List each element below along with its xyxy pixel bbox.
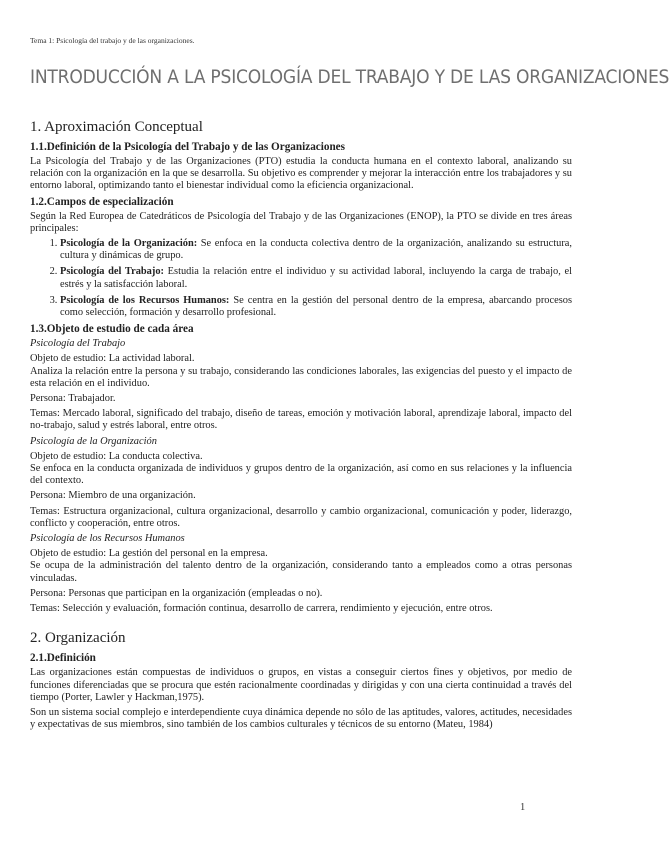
trabajo-persona: Persona: Trabajador. bbox=[30, 393, 116, 405]
page-number: 1 bbox=[520, 802, 526, 813]
area-name: Psicología de la Organización: bbox=[60, 238, 198, 250]
area-desc: Se enfoca en la conducta colectiva dentro de la organización, analizando su estructura, cultura y dinámicas de grupo. bbox=[60, 238, 572, 262]
rrhh-persona: Persona: Personas que participan en la organización (empleadas o no). bbox=[30, 587, 323, 599]
area-item bbox=[60, 266, 572, 290]
area-name: Psicología de los Recursos Humanos: bbox=[60, 294, 230, 306]
area-desc: Estudia la relación entre el individuo y su actividad laboral, incluyendo la carga de trabajo, el estrés y la satisfacción laboral. bbox=[60, 266, 572, 290]
area-name: Psicología del Trabajo: bbox=[60, 266, 164, 278]
organizacion-temas: Temas: Estructura organizacional, cultura organizacional, desarrollo y cambio organizacional, comunicación y poder, liderazgo, conflicto y cooperación, entre otros. bbox=[30, 505, 572, 529]
document-title: INTRODUCCIÓN A LA PSICOLOGÍA DEL TRABAJO Y DE LAS ORGANIZACIONES bbox=[30, 66, 669, 88]
organizacion-objeto: Objeto de estudio: La conducta colectiva. bbox=[30, 450, 203, 462]
document-body bbox=[30, 118, 572, 734]
section-1-2-text: Según la Red Europea de Catedráticos de Psicología del Trabajo y de las Organizaciones (ENOP), la PTO se divide en tres áreas principales: bbox=[30, 210, 572, 234]
trabajo-objeto: Objeto de estudio: La actividad laboral. bbox=[30, 353, 195, 365]
rrhh-desc: Se ocupa de la administración del talento dentro de la organización, considerando tanto a empleados como a otras personas vinculadas. bbox=[30, 560, 572, 584]
section-1-heading: 1. Aproximación Conceptual bbox=[30, 119, 203, 135]
rrhh-temas: Temas: Selección y evaluación, formación continua, desarrollo de carrera, rendimiento y ejecución, entre otros. bbox=[30, 603, 493, 615]
organizacion-persona: Persona: Miembro de una organización. bbox=[30, 490, 196, 502]
section-2-1-p2: Son un sistema social complejo e interdependiente cuya dinámica depende no sólo de las aptitudes, valores, actitudes, necesidades y expectativas de sus miembros, sino también de los cambios culturales y técnicos de su entorno (Mateu, 1984) bbox=[30, 706, 572, 731]
subsection-trabajo-title: Psicología del Trabajo bbox=[30, 338, 126, 350]
section-1-3-heading: 1.3.Objeto de estudio de cada área bbox=[30, 323, 194, 336]
section-2-1-heading: 2.1.Definición bbox=[30, 652, 96, 665]
area-item bbox=[60, 295, 572, 319]
section-2-1-p1: Las organizaciones están compuestas de individuos o grupos, en vistas a conseguir ciertos fines y objetivos, por medio de funciones diferenciadas que se procura que estén racionalmente coordinadas y dirigidas y con una cierta continuidad a través del tiempo (Porter, Lawler y Hackman,1975). bbox=[30, 667, 572, 703]
section-1-1-text: La Psicología del Trabajo y de las Organizaciones (PTO) estudia la conducta humana en el contexto laboral, analizando su relación con la organización en la que se desarrolla. Su objetivo es comprender y mejorar la interacción entre los trabajadores y su entorno laboral, optimizando tanto el bienestar individual como la eficiencia organizacional. bbox=[30, 156, 572, 192]
rrhh-objeto: Objeto de estudio: La gestión del personal en la empresa. bbox=[30, 548, 268, 560]
organizacion-desc: Se enfoca en la conducta organizada de individuos y grupos dentro de la organización, así como en sus relaciones y la influencia del contexto. bbox=[30, 463, 572, 487]
area-desc: Se centra en la gestión del personal dentro de la empresa, abarcando procesos como selección, formación y desarrollo profesional. bbox=[60, 294, 572, 319]
section-2-heading: 2. Organización bbox=[30, 630, 126, 647]
section-1-1-heading: 1.1.Definición de la Psicología del Trabajo y de las Organizaciones bbox=[30, 141, 346, 153]
subsection-rrhh-title: Psicología de los Recursos Humanos bbox=[30, 533, 185, 545]
area-item bbox=[60, 238, 572, 262]
trabajo-temas: Temas: Mercado laboral, significado del trabajo, diseño de tareas, emoción y motivación laboral, aprendizaje laboral, impacto del no-trabajo, salud y estrés laboral, entre otros. bbox=[30, 408, 572, 432]
running-header: Tema 1: Psicología del trabajo y de las organizaciones. bbox=[30, 36, 195, 45]
trabajo-desc: Analiza la relación entre la persona y su trabajo, considerando las condiciones laborales, las exigencias del puesto y el impacto de esta relación en el individuo. bbox=[30, 365, 572, 389]
subsection-organizacion-title: Psicología de la Organización bbox=[30, 435, 157, 447]
areas-list bbox=[30, 238, 572, 319]
section-1-2-heading: 1.2.Campos de especialización bbox=[30, 195, 174, 208]
